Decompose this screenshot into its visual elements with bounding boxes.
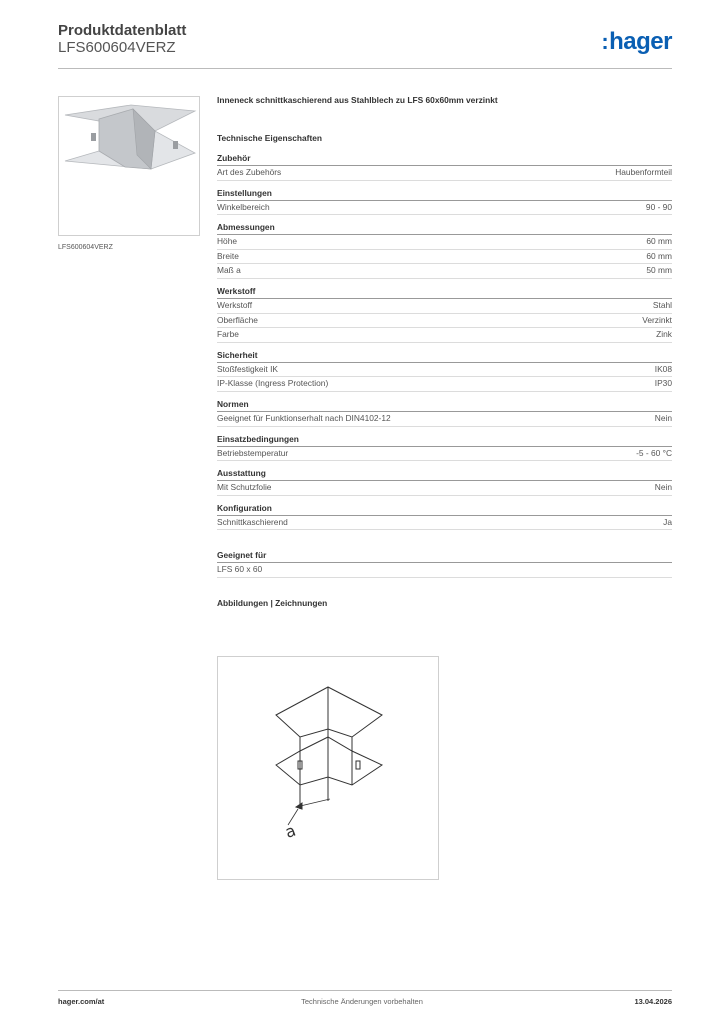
property-label: LFS 60 x 60	[217, 564, 263, 575]
property-value: IK08	[654, 363, 672, 374]
footer-disclaimer: Technische Änderungen vorbehalten	[301, 997, 423, 1006]
product-photo-graphic	[59, 97, 199, 235]
property-label: Stoßfestigkeit IK	[217, 363, 278, 374]
product-image-caption: LFS600604VERZ	[58, 244, 113, 251]
product-description: Inneneck schnittkaschierend aus Stahlblech zu LFS 60x60mm verzinkt	[217, 95, 498, 105]
property-group	[217, 286, 672, 343]
property-label: IP-Klasse (Ingress Protection)	[217, 378, 329, 389]
property-value: 60 mm	[646, 236, 672, 247]
property-label: Werkstoff	[217, 299, 253, 310]
property-value: Nein	[654, 412, 672, 423]
property-row	[217, 166, 672, 181]
drawings-heading: Abbildungen | Zeichnungen	[217, 597, 328, 608]
group-title: Einstellungen	[217, 188, 672, 201]
group-title: Einsatzbedingungen	[217, 434, 672, 447]
property-group	[217, 350, 672, 392]
property-row	[217, 250, 672, 265]
logo-text: hager	[609, 28, 672, 55]
property-label: Schnittkaschierend	[217, 516, 288, 527]
property-label: Breite	[217, 250, 239, 261]
page-title: Produktdatenblatt	[58, 22, 187, 39]
property-value: Haubenformteil	[615, 167, 672, 177]
property-row	[217, 201, 672, 216]
property-label: Farbe	[217, 329, 239, 340]
property-value: 60 mm	[646, 250, 672, 261]
footer-divider	[58, 990, 672, 991]
property-row	[217, 328, 672, 343]
technical-heading: Technische Eigenschaften	[217, 133, 323, 143]
property-groups	[217, 153, 672, 530]
group-title: Sicherheit	[217, 350, 672, 363]
group-title: Ausstattung	[217, 468, 672, 481]
property-row	[217, 447, 672, 462]
group-title: Zubehör	[217, 153, 672, 166]
property-row	[217, 481, 672, 496]
drawing-graphic	[218, 657, 438, 879]
property-label: Geeignet für Funktionserhalt nach DIN4102-12	[217, 412, 391, 423]
property-group	[217, 434, 672, 462]
property-group	[217, 503, 672, 531]
property-label: Betriebstemperatur	[217, 447, 289, 458]
property-value: Stahl	[652, 299, 672, 310]
property-row	[217, 412, 672, 427]
property-group	[217, 153, 672, 181]
property-value: Verzinkt	[642, 314, 672, 325]
property-row	[217, 363, 672, 378]
footer-date: 13.04.2026	[634, 997, 672, 1006]
property-value: 90 - 90	[645, 201, 672, 212]
property-label: Oberfläche	[217, 314, 258, 325]
technical-data	[217, 95, 672, 608]
group-title: Geeignet für	[217, 550, 672, 563]
product-number: LFS600604VERZ	[58, 39, 176, 56]
dimension-label: a	[282, 820, 299, 842]
property-value: Zink	[656, 329, 672, 340]
property-row	[217, 516, 672, 531]
property-label: Winkelbereich	[217, 201, 270, 212]
property-label: Maß a	[217, 265, 241, 276]
property-row	[217, 563, 672, 578]
property-value: Nein	[654, 482, 672, 493]
hager-logo[interactable]: :hager	[601, 28, 672, 55]
property-group	[217, 222, 672, 279]
property-group	[217, 188, 672, 216]
group-title: Konfiguration	[217, 503, 672, 516]
technical-drawing	[217, 656, 439, 880]
property-row	[217, 235, 672, 250]
property-label: Höhe	[217, 236, 238, 247]
property-row	[217, 314, 672, 329]
property-value: IP30	[654, 378, 672, 389]
property-row	[217, 377, 672, 392]
footer-website-link[interactable]: hager.com/at	[58, 997, 105, 1006]
product-image	[58, 96, 200, 236]
group-title: Werkstoff	[217, 286, 672, 299]
property-row	[217, 264, 672, 279]
property-label: Mit Schutzfolie	[217, 482, 272, 493]
property-value: 50 mm	[646, 265, 672, 276]
suitable-for-group	[217, 550, 672, 578]
group-title: Normen	[217, 399, 672, 412]
group-title: Abmessungen	[217, 222, 672, 235]
property-row	[217, 299, 672, 314]
property-label: Art des Zubehörs	[217, 167, 282, 177]
property-group	[217, 468, 672, 496]
header-divider	[58, 68, 672, 69]
property-value: -5 - 60 °C	[636, 447, 672, 458]
property-value: Ja	[663, 516, 672, 527]
property-group	[217, 399, 672, 427]
